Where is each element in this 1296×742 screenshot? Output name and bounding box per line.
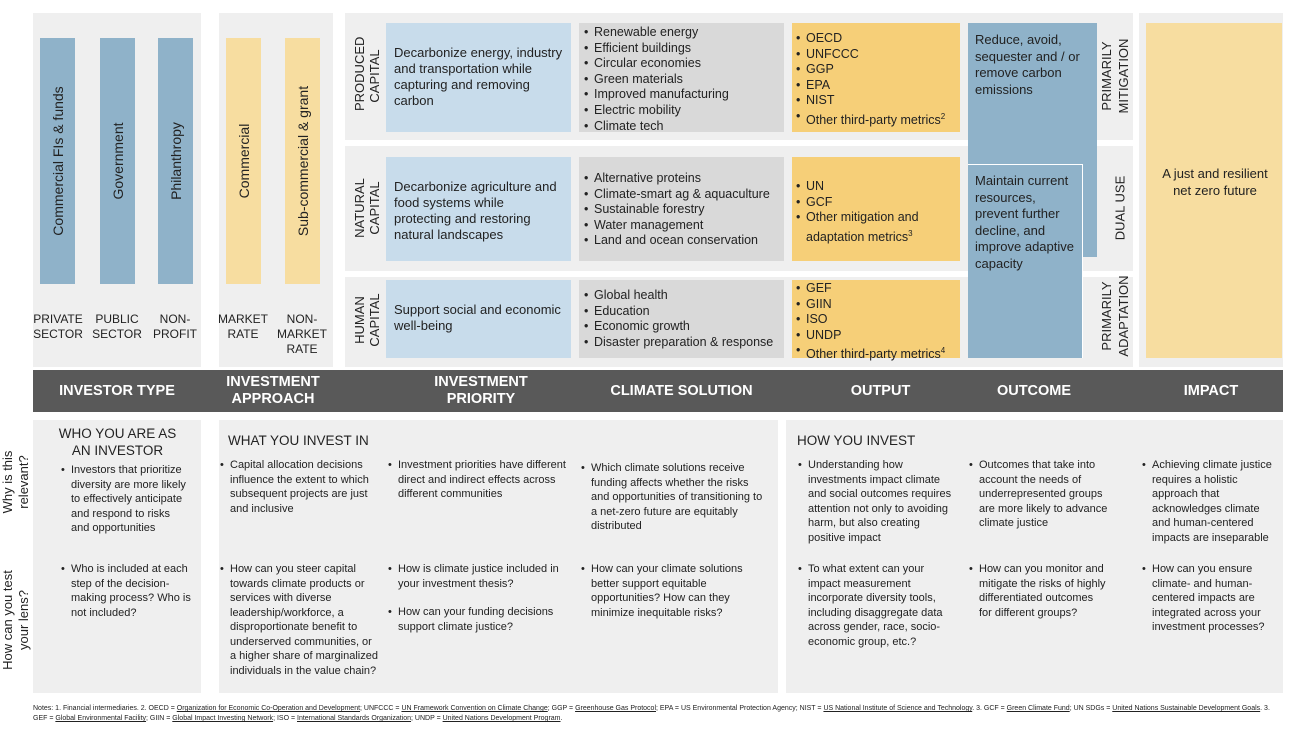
header-output: OUTPUT <box>850 382 911 399</box>
test-investor-type: • Who is included at each step of the decision-making process? Who is not included? <box>71 562 191 620</box>
output-item-text: Other mitigation and adaptation metrics <box>806 210 919 244</box>
test-output: • To what extent can your impact measurement incorporate diversity tools, including disaggregate data across gender, race, socio-economic group, etc.? <box>808 562 958 649</box>
notes-text: ; UNDP = <box>411 715 443 722</box>
notes <box>33 704 1283 724</box>
lens-what-title: WHAT YOU INVEST IN <box>228 433 369 448</box>
outcome-adaptation-text: Maintain current resources, prevent further decline, and improve adaptive capacity <box>975 173 1074 271</box>
notes-text: Notes: 1. Financial intermediaries. 2. OECD = <box>33 705 177 712</box>
notes-text: ; GGP = <box>547 705 576 712</box>
header-climate-solution: CLIMATE SOLUTION <box>610 382 753 399</box>
header-outcome: OUTCOME <box>996 382 1072 399</box>
output-item: • UN <box>796 179 960 195</box>
header-investment-priority: INVESTMENT PRIORITY <box>434 374 528 407</box>
solution-item: • Efficient buildings <box>584 41 784 57</box>
solutions-human <box>579 280 784 358</box>
solution-item: • Electric mobility <box>584 103 784 119</box>
notes-link-undp[interactable]: United Nations Development Program <box>442 715 561 722</box>
solutions-natural-list <box>584 171 784 249</box>
outputs-human <box>792 280 960 362</box>
test-impact: • How can you ensure climate- and human-centered impacts are integrated across your investment processes? <box>1152 562 1277 635</box>
test-priority-2: • How can your funding decisions support climate justice? <box>398 605 573 634</box>
lens-how-title: HOW YOU INVEST <box>797 433 916 448</box>
solution-item: • Water management <box>584 218 784 234</box>
investor-bar-private: Commercial FIs & funds <box>40 38 75 284</box>
header-band <box>33 370 1283 412</box>
output-item: • GEF <box>796 281 960 297</box>
outputs-natural <box>792 157 960 261</box>
label-private-sector: PRIVATE SECTOR <box>33 312 83 341</box>
solution-item: • Alternative proteins <box>584 171 784 187</box>
output-item: • UNFCCC <box>796 47 960 63</box>
solution-item: • Circular economies <box>584 56 784 72</box>
output-item: • GCF <box>796 195 960 211</box>
solution-item: • Climate-smart ag & aquaculture <box>584 187 784 203</box>
solution-item: • Green materials <box>584 72 784 88</box>
label-primarily-mitigation: PRIMARILY MITIGATION <box>1099 38 1131 114</box>
output-item: • NIST <box>796 93 960 109</box>
solution-item: • Global health <box>584 288 784 304</box>
notes-link-nist[interactable]: US National Institute of Science and Technology <box>823 705 973 712</box>
notes-text: . 3. GEF = <box>33 705 1270 722</box>
output-item-text: Other third-party metrics <box>806 347 941 362</box>
solutions-human-list <box>584 288 784 350</box>
footnote-marker: 4 <box>940 346 946 356</box>
notes-text: ; ISO = <box>273 715 297 722</box>
solution-item: • Climate tech <box>584 119 784 135</box>
notes-link-ggp[interactable]: Greenhouse Gas Protocol <box>575 705 656 712</box>
output-item: • GIIN <box>796 297 960 313</box>
output-item: • OECD <box>796 31 960 47</box>
solution-item: • Disaster preparation & response <box>584 335 784 351</box>
test-approach: • How can you steer capital towards climate products or services with diverse leadership/workforce, a disproportionate benefit to underserved communities, or a higher share of marginalized individuals in the value chain? <box>230 562 380 678</box>
output-item: • GGP <box>796 62 960 78</box>
priority-human: Support social and economic well-being <box>386 280 571 358</box>
label-public-sector: PUBLIC SECTOR <box>92 312 142 341</box>
label-non-market-rate: NON-MARKET RATE <box>276 312 327 356</box>
impact-text: A just and resilient net zero future <box>1162 166 1268 198</box>
output-item: • ISO <box>796 312 960 328</box>
notes-text: ; EPA = US Environmental Protection Agency; NIST = <box>656 705 824 712</box>
footnote-marker: 3 <box>908 228 913 238</box>
why-approach: • Capital allocation decisions influence the extent to which subsequent projects are just and inclusive <box>230 458 380 516</box>
solution-item: • Sustainable forestry <box>584 202 784 218</box>
header-investor-type: INVESTOR TYPE <box>59 382 175 399</box>
solution-item: • Renewable energy <box>584 25 784 41</box>
solutions-produced <box>579 23 784 132</box>
label-primarily-adaptation: PRIMARILY ADAPTATION <box>1099 275 1131 357</box>
output-item-text: Other third-party metrics <box>806 113 941 128</box>
test-solution: • How can your climate solutions better support equitable opportunities? How can they minimize inequitable risks? <box>591 562 756 620</box>
notes-link-gcf[interactable]: Green Climate Fund <box>1006 705 1070 712</box>
approach-bar-commercial: Commercial <box>226 38 261 284</box>
output-item: • UNDP <box>796 328 960 344</box>
notes-text: . <box>560 715 563 722</box>
notes-link-sdgs[interactable]: United Nations Sustainable Development Goals <box>1112 705 1261 712</box>
solution-item: • Education <box>584 304 784 320</box>
notes-link-unfccc[interactable]: UN Framework Convention on Climate Change <box>401 705 548 712</box>
label-market-rate: MARKET RATE <box>217 312 268 341</box>
solution-item: • Economic growth <box>584 319 784 335</box>
why-outcome: • Outcomes that take into account the needs of underrepresented groups are more likely to advance climate justice <box>979 458 1109 531</box>
output-item: • EPA <box>796 78 960 94</box>
output-item <box>796 343 960 363</box>
side-question-why: Why is this relevant? <box>0 450 31 514</box>
output-item <box>796 109 960 129</box>
outputs-produced-list <box>796 31 960 129</box>
notes-link-iso[interactable]: International Standards Organization <box>297 715 412 722</box>
priority-produced: Decarbonize energy, industry and transportation while capturing and removing carbon <box>386 23 571 132</box>
notes-text: . 3. GCF = <box>972 705 1007 712</box>
priority-natural: Decarbonize agriculture and food systems while protecting and restoring natural landscapes <box>386 157 571 261</box>
investor-bar-nonprofit: Philanthropy <box>158 38 193 284</box>
why-priority: • Investment priorities have different direct and indirect effects across different communities <box>398 458 573 502</box>
header-investment-approach: INVESTMENT APPROACH <box>226 374 320 407</box>
notes-text: ; UN SDGs = <box>1069 705 1113 712</box>
why-impact: • Achieving climate justice requires a holistic approach that acknowledges climate and human-centered impacts are inseparable <box>1152 458 1277 545</box>
notes-text: ; GIIN = <box>146 715 173 722</box>
solutions-produced-list <box>584 25 784 134</box>
side-question-test: How can you test your lens? <box>0 570 31 670</box>
label-non-profit: NON-PROFIT <box>153 312 197 341</box>
label-dual-use: DUAL USE <box>1112 175 1128 241</box>
lens-who-panel <box>33 420 201 693</box>
capital-human: HUMAN CAPITAL <box>352 293 382 347</box>
solution-item: • Land and ocean conservation <box>584 233 784 249</box>
approach-bar-subcommercial: Sub-commercial & grant <box>285 38 320 284</box>
outputs-natural-list <box>796 179 960 246</box>
solution-item: • Improved manufacturing <box>584 87 784 103</box>
notes-link-giin[interactable]: Global Impact Investing Network <box>172 715 274 722</box>
footnote-marker: 2 <box>940 111 946 121</box>
test-priority-1: • How is climate justice included in your investment thesis? <box>398 562 573 591</box>
solutions-natural <box>579 157 784 261</box>
why-investor-type: • Investors that prioritize diversity are more likely to effectively anticipate and respond to risks and opportunities <box>71 463 191 536</box>
test-outcome: • How can you monitor and mitigate the risks of highly differentiated outcomes for different groups? <box>979 562 1109 620</box>
outcome-mitigation-text: Reduce, avoid, sequester and / or remove carbon emissions <box>975 32 1080 97</box>
capital-natural: NATURAL CAPITAL <box>352 178 382 238</box>
notes-text: ; UNFCCC = <box>360 705 402 712</box>
why-output: • Understanding how investments impact climate and social outcomes requires attention not only to avoiding harm, but also creating positive impact <box>808 458 958 545</box>
why-solution: • Which climate solutions receive funding affects whether the risks and opportunities of transitioning to a net-zero future are equitably distributed <box>591 461 769 534</box>
outputs-human-list <box>796 281 960 363</box>
notes-link-oecd[interactable]: Organization for Economic Co-Operation and Development <box>176 705 361 712</box>
capital-produced: PRODUCED CAPITAL <box>352 36 382 111</box>
output-item <box>796 210 936 245</box>
lens-who-title: WHO YOU ARE AS AN INVESTOR <box>58 426 177 458</box>
investor-bar-public: Government <box>100 38 135 284</box>
header-impact: IMPACT <box>1183 382 1239 399</box>
outputs-produced <box>792 23 960 132</box>
notes-link-gef[interactable]: Global Environmental Facility <box>55 715 147 722</box>
